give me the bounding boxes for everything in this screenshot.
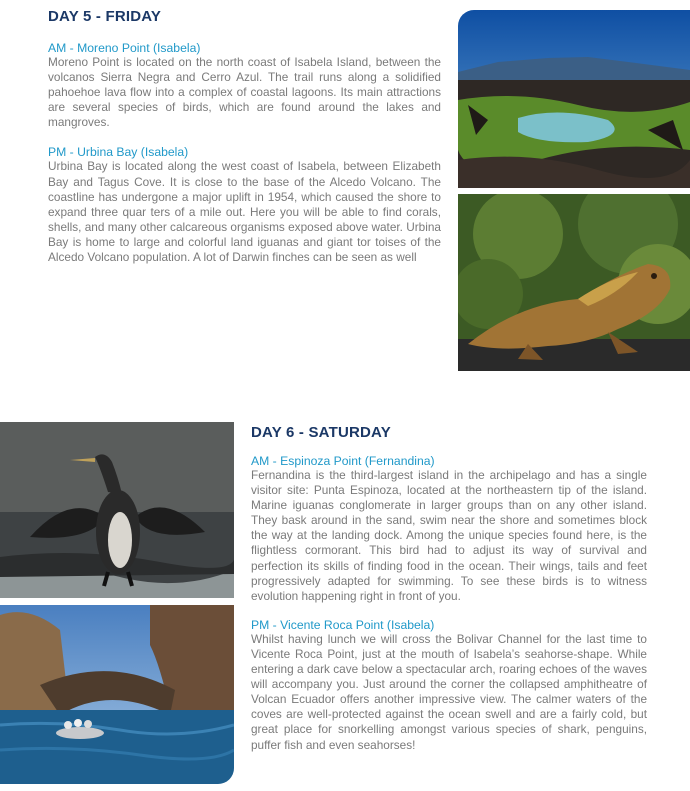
day5-pm-text: Urbina Bay is located along the west coast of Isabela, between Elizabeth Bay and Tagus Cove. It is close to the base of the Alcedo Volcano. The coastline has undergone a major uplift in 1954, which caused the shore to expand three quar ters of a mile out. Here you will be able to find corals, shells, and many other calcareous organisms exposed above water. Urbina Bay is home to large and colorful land iguanas and giant tor toises of the Alcedo Volcano population. A lot of Darwin finches can be seen as well	[48, 159, 441, 265]
day6-am-heading: AM - Espinoza Point (Fernandina)	[251, 454, 435, 468]
day6-section	[251, 424, 647, 753]
day6-am-text: Fernandina is the third-largest island in the archipelago and has a single visitor site: Punta Espinoza, located at the northeastern tip of the island. Marine iguanas conglomerate in larger groups than on any other island. They bask around in the sand, swim near the shore and sometimes block the way at the landing dock. Among the unique species found here, is the flightless cormorant. This bird had to adjust its way of survival and perfection its skills of finding food in the ocean. Their wings, tails and feet progressively adapted for swimming. To see these birds is to witness evolution happening right in front of you.	[251, 468, 647, 603]
day6-pm-heading: PM - Vicente Roca Point (Isabela)	[251, 617, 435, 632]
day5-am-text: Moreno Point is located on the north coast of Isabela Island, between the volcanos Sierra Negra and Cerro Azul. The trail runs along a solidified pahoehoe lava flow into a complex of coastal lagoons. Its main attractions are several species of birds, which are found around the lakes and mangroves.	[48, 55, 441, 130]
day5-pm-heading: PM - Urbina Bay (Isabela)	[48, 145, 189, 160]
day5-title: DAY 5 - FRIDAY	[48, 8, 162, 25]
day5-am-heading: AM - Moreno Point (Isabela)	[48, 41, 201, 55]
day6-pm-text: Whilst having lunch we will cross the Bolivar Channel for the last time to Vicente Roca Point, just at the mouth of Isabela’s seahorse-shape. While entering a dark cave below a spectacular arch, roaring echoes of the waves will accompany you. Just around the corner the collapsed amphitheatre of Volcan Ecuador offers another impressive view. The calmer waters of the coves are well-protected against the ocean swell and are a fairly cold, but great place for snorkelling amongst various species of shark, penguins, puffer fish and even seahorses!	[251, 631, 647, 752]
lagoon-photo	[458, 10, 690, 188]
cove-dinghy-photo	[0, 605, 234, 784]
day6-title: DAY 6 - SATURDAY	[251, 424, 391, 441]
cormorant-photo	[0, 422, 234, 598]
day5-section	[48, 8, 441, 265]
iguana-photo	[458, 194, 690, 371]
